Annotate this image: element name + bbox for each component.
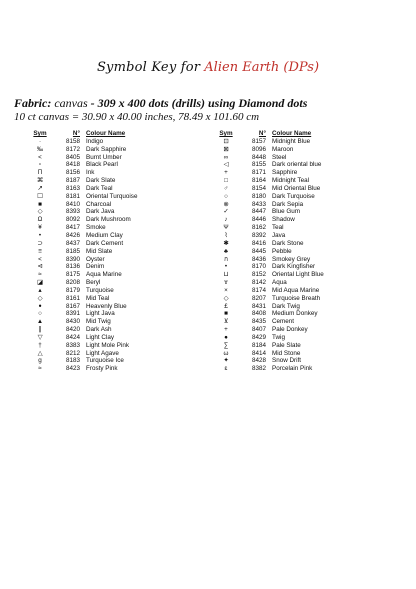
table-row: [26, 240, 166, 248]
colour-name-cell: Dark Sepia: [272, 200, 304, 208]
header-sym: Sym: [33, 130, 47, 137]
colour-name-cell: Cement: [272, 318, 295, 326]
colour-name-cell: Burnt Umber: [86, 153, 122, 161]
table-row: [26, 193, 166, 201]
number-cell: 8392: [251, 231, 266, 239]
colour-name-cell: Turquoise: [86, 286, 114, 294]
symbol-cell: □: [224, 177, 228, 185]
number-cell: 8420: [65, 326, 80, 334]
number-cell: 8154: [251, 184, 266, 192]
table-row: [26, 365, 166, 373]
table-row: [26, 216, 166, 224]
symbol-cell: ≈: [38, 271, 42, 279]
colour-name-cell: Turquoise Breath: [272, 294, 321, 302]
colour-name-cell: Oyster: [86, 255, 105, 263]
table-row: [26, 318, 166, 326]
colour-name-cell: Dark Kingfisher: [272, 263, 316, 271]
table-row: [26, 279, 166, 287]
number-cell: 8407: [251, 326, 266, 334]
table-row: [212, 201, 352, 209]
number-cell: 8172: [65, 145, 80, 153]
symbol-cell: ■: [224, 310, 228, 318]
colour-name-cell: Dark Cement: [86, 239, 124, 247]
colour-name-cell: Charcoal: [86, 200, 112, 208]
symbol-cell: <: [38, 255, 42, 263]
symbol-cell: ◇: [223, 294, 229, 302]
colour-name-cell: Dark Stone: [272, 239, 304, 247]
number-cell: 8167: [65, 302, 80, 310]
number-cell: 8162: [251, 224, 266, 232]
number-cell: 8155: [251, 161, 266, 169]
symbol-cell: ⊻: [223, 318, 229, 326]
symbol-cell: ■: [38, 200, 42, 208]
number-cell: 8408: [251, 310, 266, 318]
number-cell: 8418: [65, 161, 80, 169]
symbol-cell: ɤ: [224, 279, 228, 287]
number-cell: 8391: [65, 310, 80, 318]
fabric-separator: -: [90, 96, 95, 110]
table-row: [26, 295, 166, 303]
table-row: [26, 224, 166, 232]
colour-name-cell: Dark Ash: [86, 326, 112, 334]
table-row: [26, 177, 166, 185]
colour-name-cell: Beryl: [86, 279, 101, 287]
colour-name-cell: Light Agave: [86, 349, 119, 357]
colour-name-cell: Java: [272, 231, 286, 239]
number-cell: 8445: [251, 247, 266, 255]
number-cell: 8142: [251, 279, 266, 287]
colour-name-cell: Mid Stone: [272, 349, 301, 357]
number-cell: 8181: [65, 192, 80, 200]
table-row: [26, 138, 166, 146]
symbol-cell: ∥: [38, 326, 42, 334]
number-cell: 8436: [251, 255, 266, 263]
number-cell: 8437: [65, 239, 80, 247]
colour-name-cell: Maroon: [272, 145, 294, 153]
number-cell: 8174: [251, 286, 266, 294]
table-row: [212, 318, 352, 326]
table-row: [26, 271, 166, 279]
number-cell: 8433: [251, 200, 266, 208]
table-row: [212, 224, 352, 232]
table-row: [212, 342, 352, 350]
symbol-cell: •: [224, 263, 228, 271]
number-cell: 8393: [65, 208, 80, 216]
symbol-cell: ≡: [38, 247, 42, 255]
symbol-cell: ɛ: [224, 365, 228, 373]
colour-name-cell: Pale Donkey: [272, 326, 308, 334]
table-row: [212, 232, 352, 240]
symbol-cell: ♣: [223, 247, 229, 255]
table-row: [212, 185, 352, 193]
number-cell: 8157: [251, 137, 266, 145]
symbol-cell: ⊃: [37, 239, 43, 247]
table-row: [26, 248, 166, 256]
number-cell: 8435: [251, 318, 266, 326]
symbol-cell: ▽: [37, 333, 43, 341]
symbol-cell: ∞: [223, 153, 229, 161]
table-row: [26, 350, 166, 358]
number-cell: 8207: [251, 294, 266, 302]
table-row: [212, 146, 352, 154]
number-cell: 8180: [251, 192, 266, 200]
table-row: [26, 326, 166, 334]
colour-name-cell: Dark oriental blue: [272, 161, 322, 169]
symbol-cell: ¥: [38, 224, 42, 232]
number-cell: 8428: [251, 357, 266, 365]
colour-name-cell: Indigo: [86, 137, 104, 145]
symbol-cell: ω: [223, 349, 229, 357]
number-cell: 8136: [65, 263, 80, 271]
symbol-cell: ⊲: [37, 263, 43, 271]
number-cell: 8156: [65, 169, 80, 177]
colour-name-cell: Dark Teal: [86, 184, 113, 192]
colour-name-cell: Dark Turquoise: [272, 192, 315, 200]
symbol-cell: ◇: [37, 208, 43, 216]
colour-name-cell: Ink: [86, 169, 95, 177]
table-row: [212, 303, 352, 311]
symbol-cell: ◇: [37, 294, 43, 302]
symbol-cell: ●: [224, 333, 228, 341]
symbol-cell: ○: [224, 192, 228, 200]
colour-name-cell: Pebble: [272, 247, 292, 255]
number-cell: 8184: [251, 341, 266, 349]
symbol-cell: ✓: [223, 208, 229, 216]
table-row: [26, 310, 166, 318]
table-row: [212, 240, 352, 248]
colour-name-cell: Porcelain Pink: [272, 365, 313, 373]
number-cell: 8179: [65, 286, 80, 294]
number-cell: 8431: [251, 302, 266, 310]
symbol-cell: ·: [38, 137, 42, 145]
colour-name-cell: Light Java: [86, 310, 115, 318]
header-sym: Sym: [219, 130, 233, 137]
number-cell: 8417: [65, 224, 80, 232]
symbol-cell: ○: [38, 310, 42, 318]
header-colour-name: Colour Name: [272, 130, 312, 137]
symbol-cell: •: [38, 231, 42, 239]
table-row: [212, 279, 352, 287]
colour-name-cell: Dark Slate: [86, 177, 116, 185]
table-row: [26, 208, 166, 216]
colour-name-cell: Shadow: [272, 216, 295, 224]
colour-name-cell: Teal: [272, 224, 284, 232]
symbol-cell: ◪: [37, 279, 43, 287]
table-row: [212, 161, 352, 169]
symbol-cell: ≈: [38, 365, 42, 373]
table-row: [26, 154, 166, 162]
table-row: [212, 263, 352, 271]
title-prefix: Symbol Key for: [96, 60, 201, 75]
symbol-cell: +: [224, 326, 228, 334]
table-row: [212, 326, 352, 334]
table-row: [26, 185, 166, 193]
number-cell: 8212: [65, 349, 80, 357]
colour-name-cell: Blue Gum: [272, 208, 300, 216]
fabric-label: Fabric:: [14, 96, 52, 110]
colour-name-cell: Black Pearl: [86, 161, 118, 169]
header-num: N°: [72, 130, 80, 137]
table-row: [26, 146, 166, 154]
number-cell: 8410: [65, 200, 80, 208]
number-cell: 8171: [251, 169, 266, 177]
table-row: [212, 216, 352, 224]
colour-name-cell: Midnight Teal: [272, 177, 309, 185]
number-cell: 8446: [251, 216, 266, 224]
number-cell: 8092: [65, 216, 80, 224]
number-cell: 8158: [65, 137, 80, 145]
table-row: [26, 342, 166, 350]
symbol-cell: ⊗: [223, 200, 229, 208]
number-cell: 8426: [65, 231, 80, 239]
table-row: [212, 287, 352, 295]
number-cell: 8161: [65, 294, 80, 302]
symbol-cell: Ω: [37, 216, 43, 224]
number-cell: 8175: [65, 271, 80, 279]
colour-name-cell: Light Mole Pink: [86, 341, 130, 349]
colour-name-cell: Steel: [272, 153, 287, 161]
symbol-cell: ×: [224, 286, 228, 294]
symbol-cell: ‰: [36, 145, 44, 153]
colour-name-cell: Snow Drift: [272, 357, 302, 365]
table-row: [212, 138, 352, 146]
number-cell: 8208: [65, 279, 80, 287]
colour-name-cell: Light Clay: [86, 333, 115, 341]
symbol-cell: g: [38, 357, 42, 365]
table-row: [212, 334, 352, 342]
symbol-table-left: [26, 130, 166, 373]
symbol-cell: £: [224, 302, 228, 310]
symbol-cell: <: [38, 153, 42, 161]
symbol-cell: ↗: [37, 184, 43, 192]
table-row: [212, 193, 352, 201]
colour-name-cell: Sapphire: [272, 169, 298, 177]
table-header: [212, 130, 352, 138]
symbol-cell: ∑: [223, 341, 229, 349]
colour-name-cell: Heavenly Blue: [86, 302, 127, 310]
table-row: [212, 169, 352, 177]
symbol-cell: ꔷ: [38, 302, 42, 310]
number-cell: 8390: [65, 255, 80, 263]
fabric-line: [14, 96, 307, 111]
table-row: [26, 161, 166, 169]
colour-name-cell: Medium Clay: [86, 231, 123, 239]
table-row: [212, 310, 352, 318]
symbol-cell: ▲: [36, 318, 44, 326]
number-cell: 8152: [251, 271, 266, 279]
symbol-cell: ✱: [223, 239, 229, 247]
colour-name-cell: Mid Oriental Blue: [272, 184, 321, 192]
colour-name-cell: Pale Slate: [272, 341, 301, 349]
symbol-cell: ▫: [38, 161, 42, 169]
number-cell: 8424: [65, 333, 80, 341]
number-cell: 8405: [65, 153, 80, 161]
colour-name-cell: Mid Teal: [86, 294, 110, 302]
symbol-cell: ⊔: [223, 271, 229, 279]
number-cell: 8170: [251, 263, 266, 271]
colour-name-cell: Dark Sapphire: [86, 145, 127, 153]
colour-name-cell: Mid Slate: [86, 247, 113, 255]
number-cell: 8429: [251, 333, 266, 341]
table-row: [212, 248, 352, 256]
table-row: [26, 201, 166, 209]
colour-name-cell: Aqua: [272, 279, 287, 287]
colour-name-cell: Medium Donkey: [272, 310, 318, 318]
colour-name-cell: Aqua Marine: [86, 271, 122, 279]
symbol-cell: ▴: [38, 286, 42, 294]
number-cell: 8416: [251, 239, 266, 247]
symbol-cell: Ψ: [223, 224, 229, 232]
table-row: [26, 303, 166, 311]
colour-name-cell: Oriental Turquoise: [86, 192, 138, 200]
symbol-cell: ⌘: [36, 177, 44, 185]
number-cell: 8382: [251, 365, 266, 373]
colour-name-cell: Midnight Blue: [272, 137, 311, 145]
symbol-cell: ✦: [223, 357, 229, 365]
table-row: [212, 208, 352, 216]
symbol-table-right: [212, 130, 352, 373]
colour-name-cell: Dark Mushroom: [86, 216, 131, 224]
colour-name-cell: Smoke: [86, 224, 106, 232]
number-cell: 8187: [65, 177, 80, 185]
fabric-type: canvas: [54, 96, 88, 110]
symbol-cell: △: [37, 349, 43, 357]
table-header: [26, 130, 166, 138]
table-row: [212, 357, 352, 365]
header-num: N°: [258, 130, 266, 137]
table-row: [26, 263, 166, 271]
colour-name-cell: Mid Aqua Marine: [272, 286, 320, 294]
number-cell: 8163: [65, 184, 80, 192]
symbol-cell: ⌇: [224, 231, 228, 239]
table-row: [26, 334, 166, 342]
number-cell: 8448: [251, 153, 266, 161]
symbol-cell: ♂: [223, 184, 229, 192]
table-row: [26, 169, 166, 177]
canvas-size-line: 10 ct canvas = 30.90 x 40.00 inches, 78.49 x 101.60 cm: [14, 111, 260, 123]
colour-name-cell: Turquoise Ice: [86, 357, 124, 365]
table-row: [212, 271, 352, 279]
table-row: [212, 256, 352, 264]
colour-name-cell: Twig: [272, 333, 285, 341]
table-row: [212, 154, 352, 162]
fabric-spec: 309 x 400 dots (drills) using Diamond dots: [97, 96, 308, 110]
number-cell: 8185: [65, 247, 80, 255]
table-row: [26, 232, 166, 240]
number-cell: 8423: [65, 365, 80, 373]
number-cell: 8447: [251, 208, 266, 216]
symbol-cell: ⊠: [223, 145, 229, 153]
pattern-name: Alien Earth (DPs): [204, 60, 320, 75]
colour-name-cell: Dark Twig: [272, 302, 300, 310]
symbol-cell: †: [38, 341, 42, 349]
symbol-cell: ♪: [224, 216, 228, 224]
table-body: [26, 138, 166, 373]
number-cell: 8430: [65, 318, 80, 326]
table-row: [212, 365, 352, 373]
number-cell: 8164: [251, 177, 266, 185]
table-row: [26, 287, 166, 295]
table-body: [212, 138, 352, 373]
symbol-cell: ☐: [37, 192, 43, 200]
table-row: [26, 256, 166, 264]
number-cell: 8183: [65, 357, 80, 365]
page-title: [0, 60, 416, 75]
colour-name-cell: Mid Twig: [86, 318, 111, 326]
colour-name-cell: Dark Java: [86, 208, 115, 216]
symbol-cell: ก: [224, 255, 228, 263]
symbol-cell: Π: [37, 169, 43, 177]
number-cell: 8096: [251, 145, 266, 153]
symbol-cell: +: [224, 169, 228, 177]
number-cell: 8383: [65, 341, 80, 349]
table-row: [212, 295, 352, 303]
table-row: [26, 357, 166, 365]
colour-name-cell: Denim: [86, 263, 105, 271]
colour-name-cell: Oriental Light Blue: [272, 271, 324, 279]
header-colour-name: Colour Name: [86, 130, 126, 137]
table-row: [212, 177, 352, 185]
colour-name-cell: Smokey Grey: [272, 255, 311, 263]
number-cell: 8414: [251, 349, 266, 357]
symbol-cell: ◁: [223, 161, 229, 169]
table-row: [212, 350, 352, 358]
symbol-cell: ⊡: [223, 137, 229, 145]
colour-name-cell: Frosty Pink: [86, 365, 118, 373]
